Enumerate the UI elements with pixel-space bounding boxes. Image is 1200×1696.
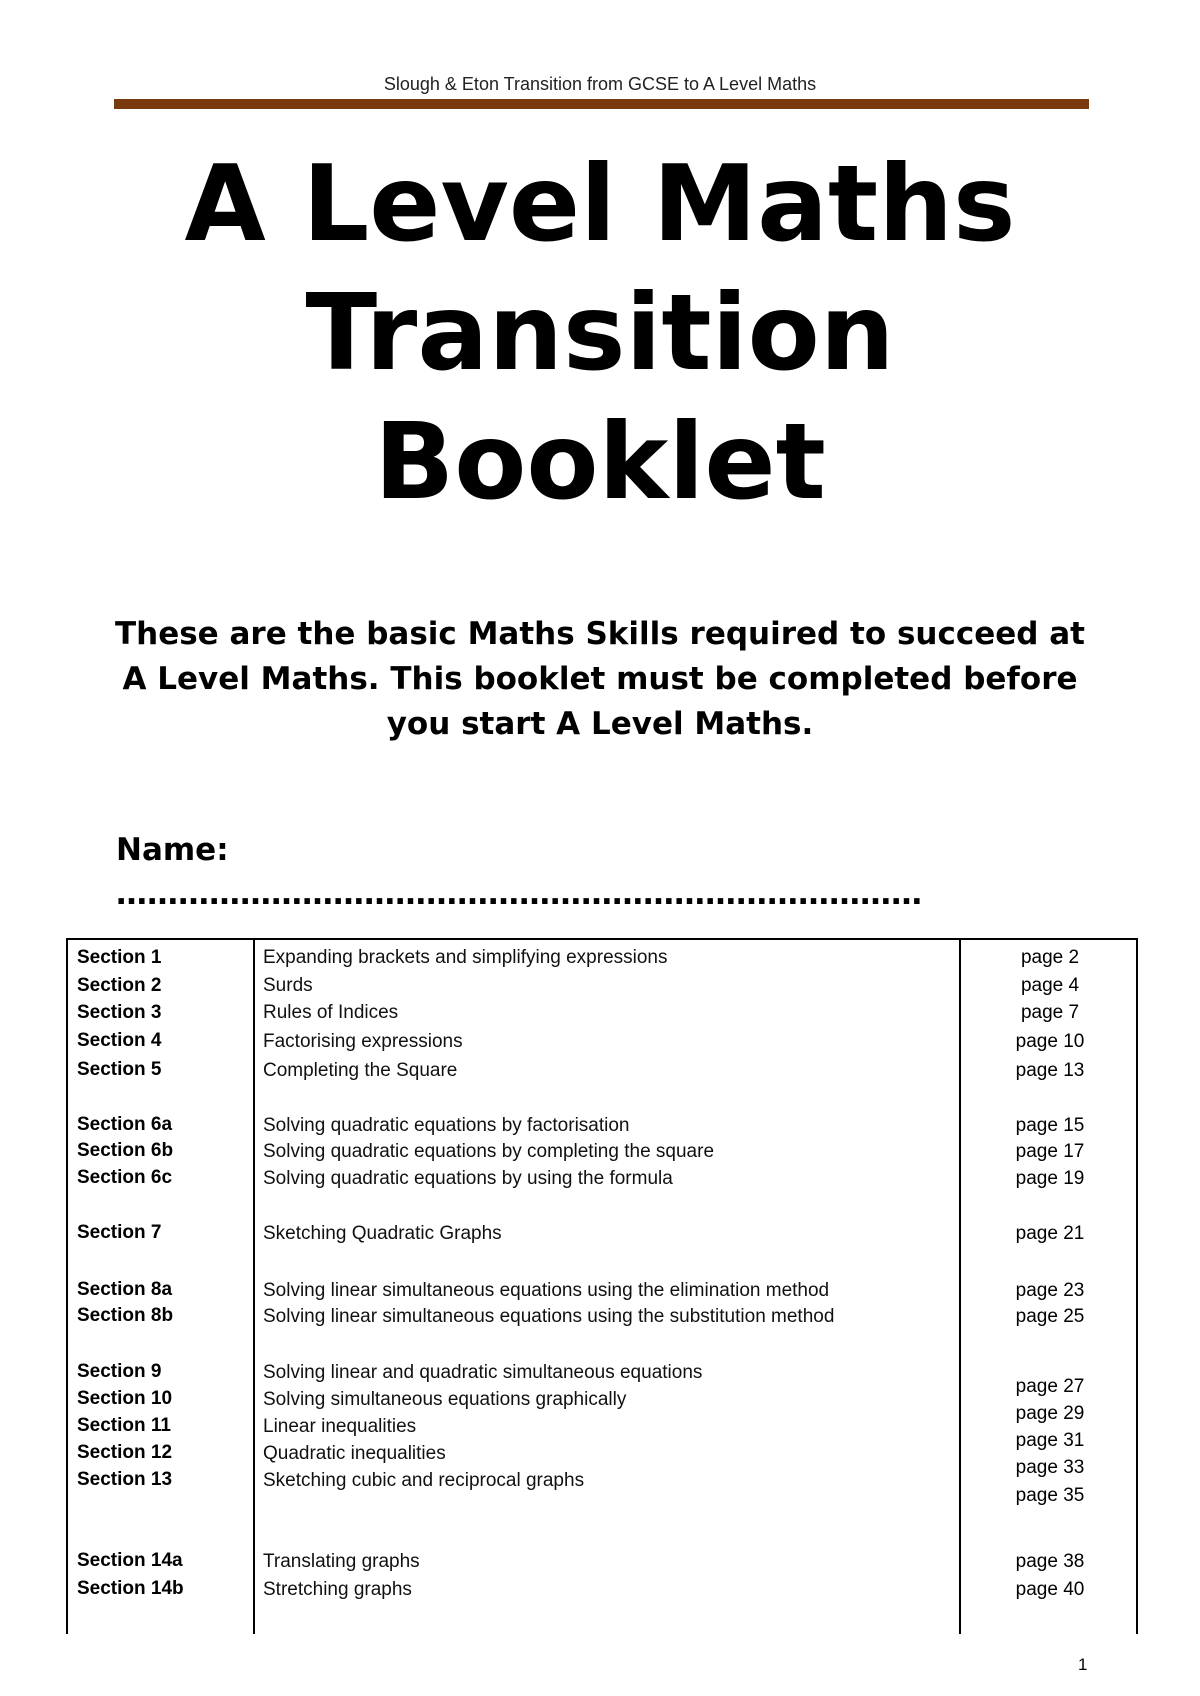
section-topic: Solving quadratic equations by using the formula (263, 1168, 673, 1189)
page-reference: page 10 (1015, 1031, 1085, 1052)
section-label: Section 9 (77, 1361, 162, 1382)
section-topic: Translating graphs (263, 1551, 420, 1572)
section-topic: Sketching Quadratic Graphs (263, 1223, 502, 1244)
page-reference: page 7 (1020, 1002, 1080, 1023)
table-column-divider (253, 938, 255, 1634)
section-topic: Expanding brackets and simplifying expressions (263, 947, 668, 968)
section-label: Section 14b (77, 1578, 184, 1599)
section-topic: Surds (263, 975, 313, 996)
section-label: Section 6c (77, 1167, 173, 1188)
page-reference: page 13 (1015, 1060, 1085, 1081)
section-label: Section 8a (77, 1279, 173, 1300)
section-label: Section 3 (77, 1002, 162, 1023)
section-label: Section 12 (77, 1442, 173, 1463)
name-label: Name: (116, 832, 229, 868)
table-column-divider (959, 938, 961, 1634)
page-reference: page 15 (1015, 1115, 1085, 1136)
section-label: Section 2 (77, 975, 162, 996)
section-topic: Linear inequalities (263, 1416, 417, 1437)
name-entry-line[interactable]: …………………………………………………………………… (116, 876, 922, 912)
section-topic: Quadratic inequalities (263, 1443, 446, 1464)
page-reference: page 38 (1015, 1551, 1085, 1572)
section-topic: Solving linear simultaneous equations using the elimination method (263, 1280, 830, 1301)
page-reference: page 4 (1020, 975, 1080, 996)
section-label: Section 4 (77, 1030, 162, 1051)
page-reference: page 25 (1015, 1306, 1085, 1327)
section-topic: Solving linear and quadratic simultaneous equations (263, 1362, 703, 1383)
page-reference: page 21 (1015, 1223, 1085, 1244)
section-topic: Stretching graphs (263, 1579, 412, 1600)
section-topic: Solving linear simultaneous equations using the substitution method (263, 1306, 835, 1327)
page-reference: page 33 (1015, 1457, 1085, 1478)
section-label: Section 6b (77, 1140, 174, 1161)
intro-paragraph: These are the basic Maths Skills required to succeed at A Level Maths. This booklet must be completed before you start A Level Maths. (114, 616, 1085, 742)
running-header: Slough & Eton Transition from GCSE to A Level Maths (383, 74, 817, 94)
section-label: Section 13 (77, 1469, 173, 1490)
table-border (1136, 938, 1138, 1634)
section-label: Section 14a (77, 1550, 183, 1571)
section-topic: Completing the Square (263, 1060, 458, 1081)
section-topic: Solving quadratic equations by completing the square (263, 1141, 715, 1162)
table-border (66, 938, 1138, 940)
page-reference: page 35 (1015, 1485, 1085, 1506)
section-label: Section 5 (77, 1059, 162, 1080)
section-label: Section 1 (77, 947, 162, 968)
section-topic: Solving quadratic equations by factorisation (263, 1115, 630, 1136)
title-line: Booklet (374, 401, 826, 523)
section-label: Section 7 (77, 1222, 162, 1243)
page-reference: page 23 (1015, 1280, 1085, 1301)
page-reference: page 17 (1015, 1141, 1085, 1162)
section-topic: Solving simultaneous equations graphically (263, 1389, 627, 1410)
section-label: Section 6a (77, 1114, 173, 1135)
title-line: Transition (305, 272, 895, 394)
section-topic: Rules of Indices (263, 1002, 399, 1023)
page-reference: page 29 (1015, 1403, 1085, 1424)
section-topic: Factorising expressions (263, 1031, 463, 1052)
page-reference: page 40 (1015, 1579, 1085, 1600)
header-rule (114, 99, 1089, 109)
section-label: Section 8b (77, 1305, 174, 1326)
section-topic: Sketching cubic and reciprocal graphs (263, 1470, 585, 1491)
page-reference: page 31 (1015, 1430, 1085, 1451)
section-label: Section 11 (77, 1415, 171, 1436)
table-border (66, 938, 68, 1634)
page-reference: page 19 (1015, 1168, 1085, 1189)
title-line: A Level Maths (184, 143, 1016, 265)
booklet-title (0, 140, 1200, 527)
section-label: Section 10 (77, 1388, 173, 1409)
page-reference: page 27 (1015, 1376, 1085, 1397)
page-number: 1 (1078, 1655, 1088, 1674)
page-reference: page 2 (1020, 947, 1080, 968)
